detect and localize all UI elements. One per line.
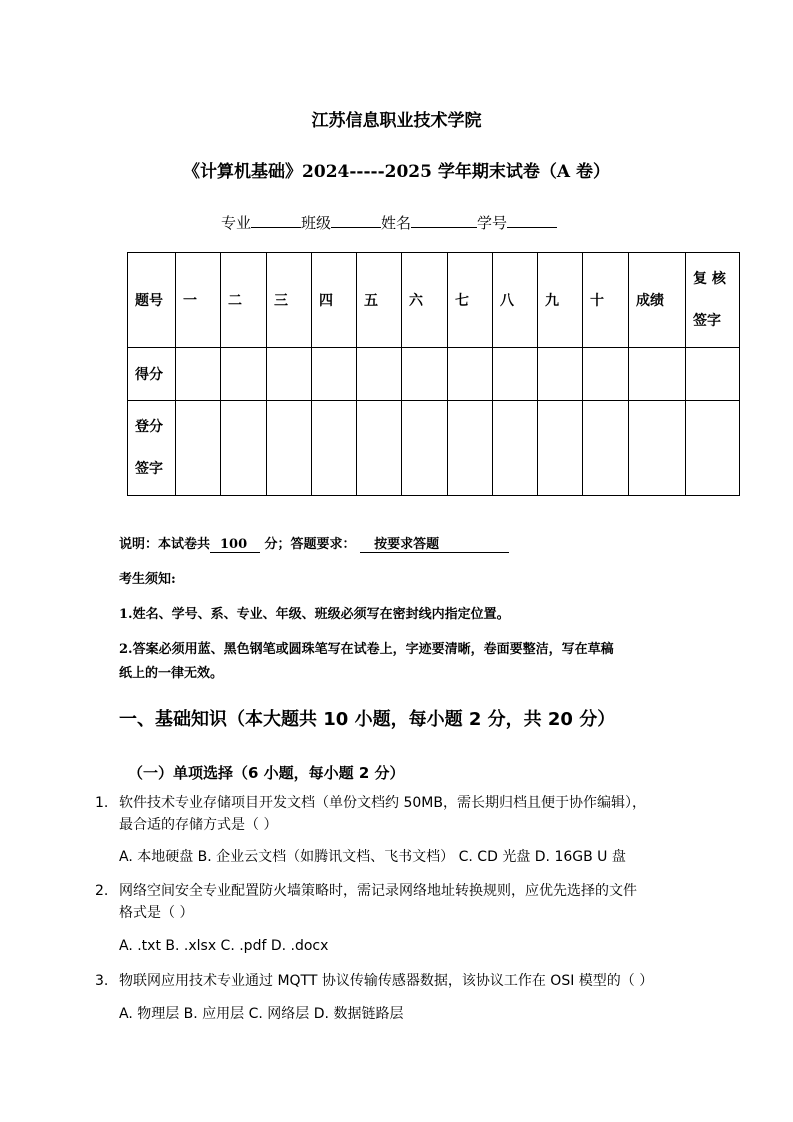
score-cell[interactable] (357, 348, 402, 401)
info-line (221, 212, 557, 233)
score-cell[interactable] (686, 348, 740, 401)
question-3-options: A. 物理层 B. 应用层 C. 网络层 D. 数据链路层 (119, 1006, 404, 1022)
question-text: 软件技术专业存储项目开发文档（单份文档约 50MB，需长期归档且便于协作编辑）， (119, 795, 646, 811)
cell-q5: 五 (357, 253, 402, 348)
section-title: 一、基础知识（本大题共 10 小题，每小题 2 分，共 20 分） (119, 709, 616, 730)
major-label: 专业 (221, 214, 252, 232)
class-field[interactable] (331, 213, 381, 228)
table-row-signer (128, 401, 740, 496)
score-cell[interactable] (267, 348, 312, 401)
cell-q2: 二 (221, 253, 267, 348)
desc-mid: 分；答题要求： (264, 537, 356, 552)
notice-item-2-line2: 纸上的一律无效。 (119, 666, 224, 681)
score-cell[interactable] (448, 348, 493, 401)
table-row-score (128, 348, 740, 401)
cell-label: 题号 (128, 253, 176, 348)
signer-cell[interactable] (357, 401, 402, 496)
signer-cell[interactable] (538, 401, 583, 496)
student-id-label: 学号 (477, 214, 508, 232)
signer-cell[interactable] (267, 401, 312, 496)
cell-q9: 九 (538, 253, 583, 348)
question-text: 格式是（ ） (119, 905, 194, 921)
answer-requirement: 按要求答题 (360, 533, 509, 553)
sign-label: 签字 (135, 461, 163, 477)
cell-q7: 七 (448, 253, 493, 348)
question-text: 物联网应用技术专业通过 MQTT 协议传输传感器数据，该协议工作在 OSI 模型的（ ） (119, 973, 654, 989)
question-number: 2. (95, 883, 109, 899)
cell-q6: 六 (402, 253, 448, 348)
notice-item-1: 1.姓名、学号、系、专业、年级、班级必须写在密封线内指定位置。 (119, 607, 510, 622)
score-table (127, 252, 740, 496)
question-1 (95, 792, 646, 836)
exam-description (119, 533, 509, 553)
cell-q8: 八 (493, 253, 538, 348)
score-cell[interactable] (176, 348, 221, 401)
score-cell[interactable] (221, 348, 267, 401)
signer-cell[interactable] (448, 401, 493, 496)
register-label: 登分 (135, 419, 163, 435)
subsection-title: （一）单项选择（6 小题，每小题 2 分） (128, 764, 405, 782)
exam-title: 《计算机基础》2024-----2025 学年期末试卷（A 卷） (183, 162, 610, 182)
student-id-field[interactable] (507, 213, 557, 228)
question-number: 3. (95, 973, 109, 989)
cell-q10: 十 (583, 253, 629, 348)
name-field[interactable] (411, 213, 477, 228)
signer-cell[interactable] (312, 401, 357, 496)
score-cell[interactable] (629, 348, 686, 401)
school-name: 江苏信息职业技术学院 (311, 111, 482, 131)
score-cell[interactable] (402, 348, 448, 401)
score-cell[interactable] (538, 348, 583, 401)
question-text: 网络空间安全专业配置防火墙策略时，需记录网络地址转换规则，应优先选择的文件 (119, 883, 637, 899)
signer-cell[interactable] (402, 401, 448, 496)
class-label: 班级 (301, 214, 332, 232)
question-text: 最合适的存储方式是（ ） (119, 817, 278, 833)
question-number: 1. (95, 795, 109, 811)
notice-item-2-line1: 2.答案必须用蓝、黑色钢笔或圆珠笔写在试卷上，字迹要清晰，卷面要整洁，写在草稿 (119, 642, 614, 657)
table-row-header (128, 253, 740, 348)
signer-cell[interactable] (686, 401, 740, 496)
cell-review (686, 253, 740, 348)
cell-total: 成绩 (629, 253, 686, 348)
major-field[interactable] (251, 213, 301, 228)
sign-label: 签字 (693, 313, 721, 329)
cell-q1: 一 (176, 253, 221, 348)
desc-prefix: 说明：本试卷共 (119, 537, 211, 552)
score-cell[interactable] (583, 348, 629, 401)
name-label: 姓名 (381, 214, 412, 232)
cell-q4: 四 (312, 253, 357, 348)
total-score: 100 (210, 537, 260, 553)
signer-cell[interactable] (583, 401, 629, 496)
question-2 (95, 880, 637, 924)
score-cell[interactable] (312, 348, 357, 401)
question-3 (95, 970, 653, 992)
score-cell[interactable] (493, 348, 538, 401)
signer-cell[interactable] (176, 401, 221, 496)
cell-q3: 三 (267, 253, 312, 348)
signer-cell[interactable] (221, 401, 267, 496)
signer-cell[interactable] (493, 401, 538, 496)
signer-cell[interactable] (629, 401, 686, 496)
question-2-options: A. .txt B. .xlsx C. .pdf D. .docx (119, 938, 329, 954)
review-label: 复 核 (693, 271, 726, 287)
cell-score-label: 得分 (128, 348, 176, 401)
cell-signer-label (128, 401, 176, 496)
notice-title: 考生须知: (119, 572, 176, 587)
question-1-options: A. 本地硬盘 B. 企业云文档（如腾讯文档、飞书文档） C. CD 光盘 D. 16GB U 盘 (119, 849, 626, 865)
